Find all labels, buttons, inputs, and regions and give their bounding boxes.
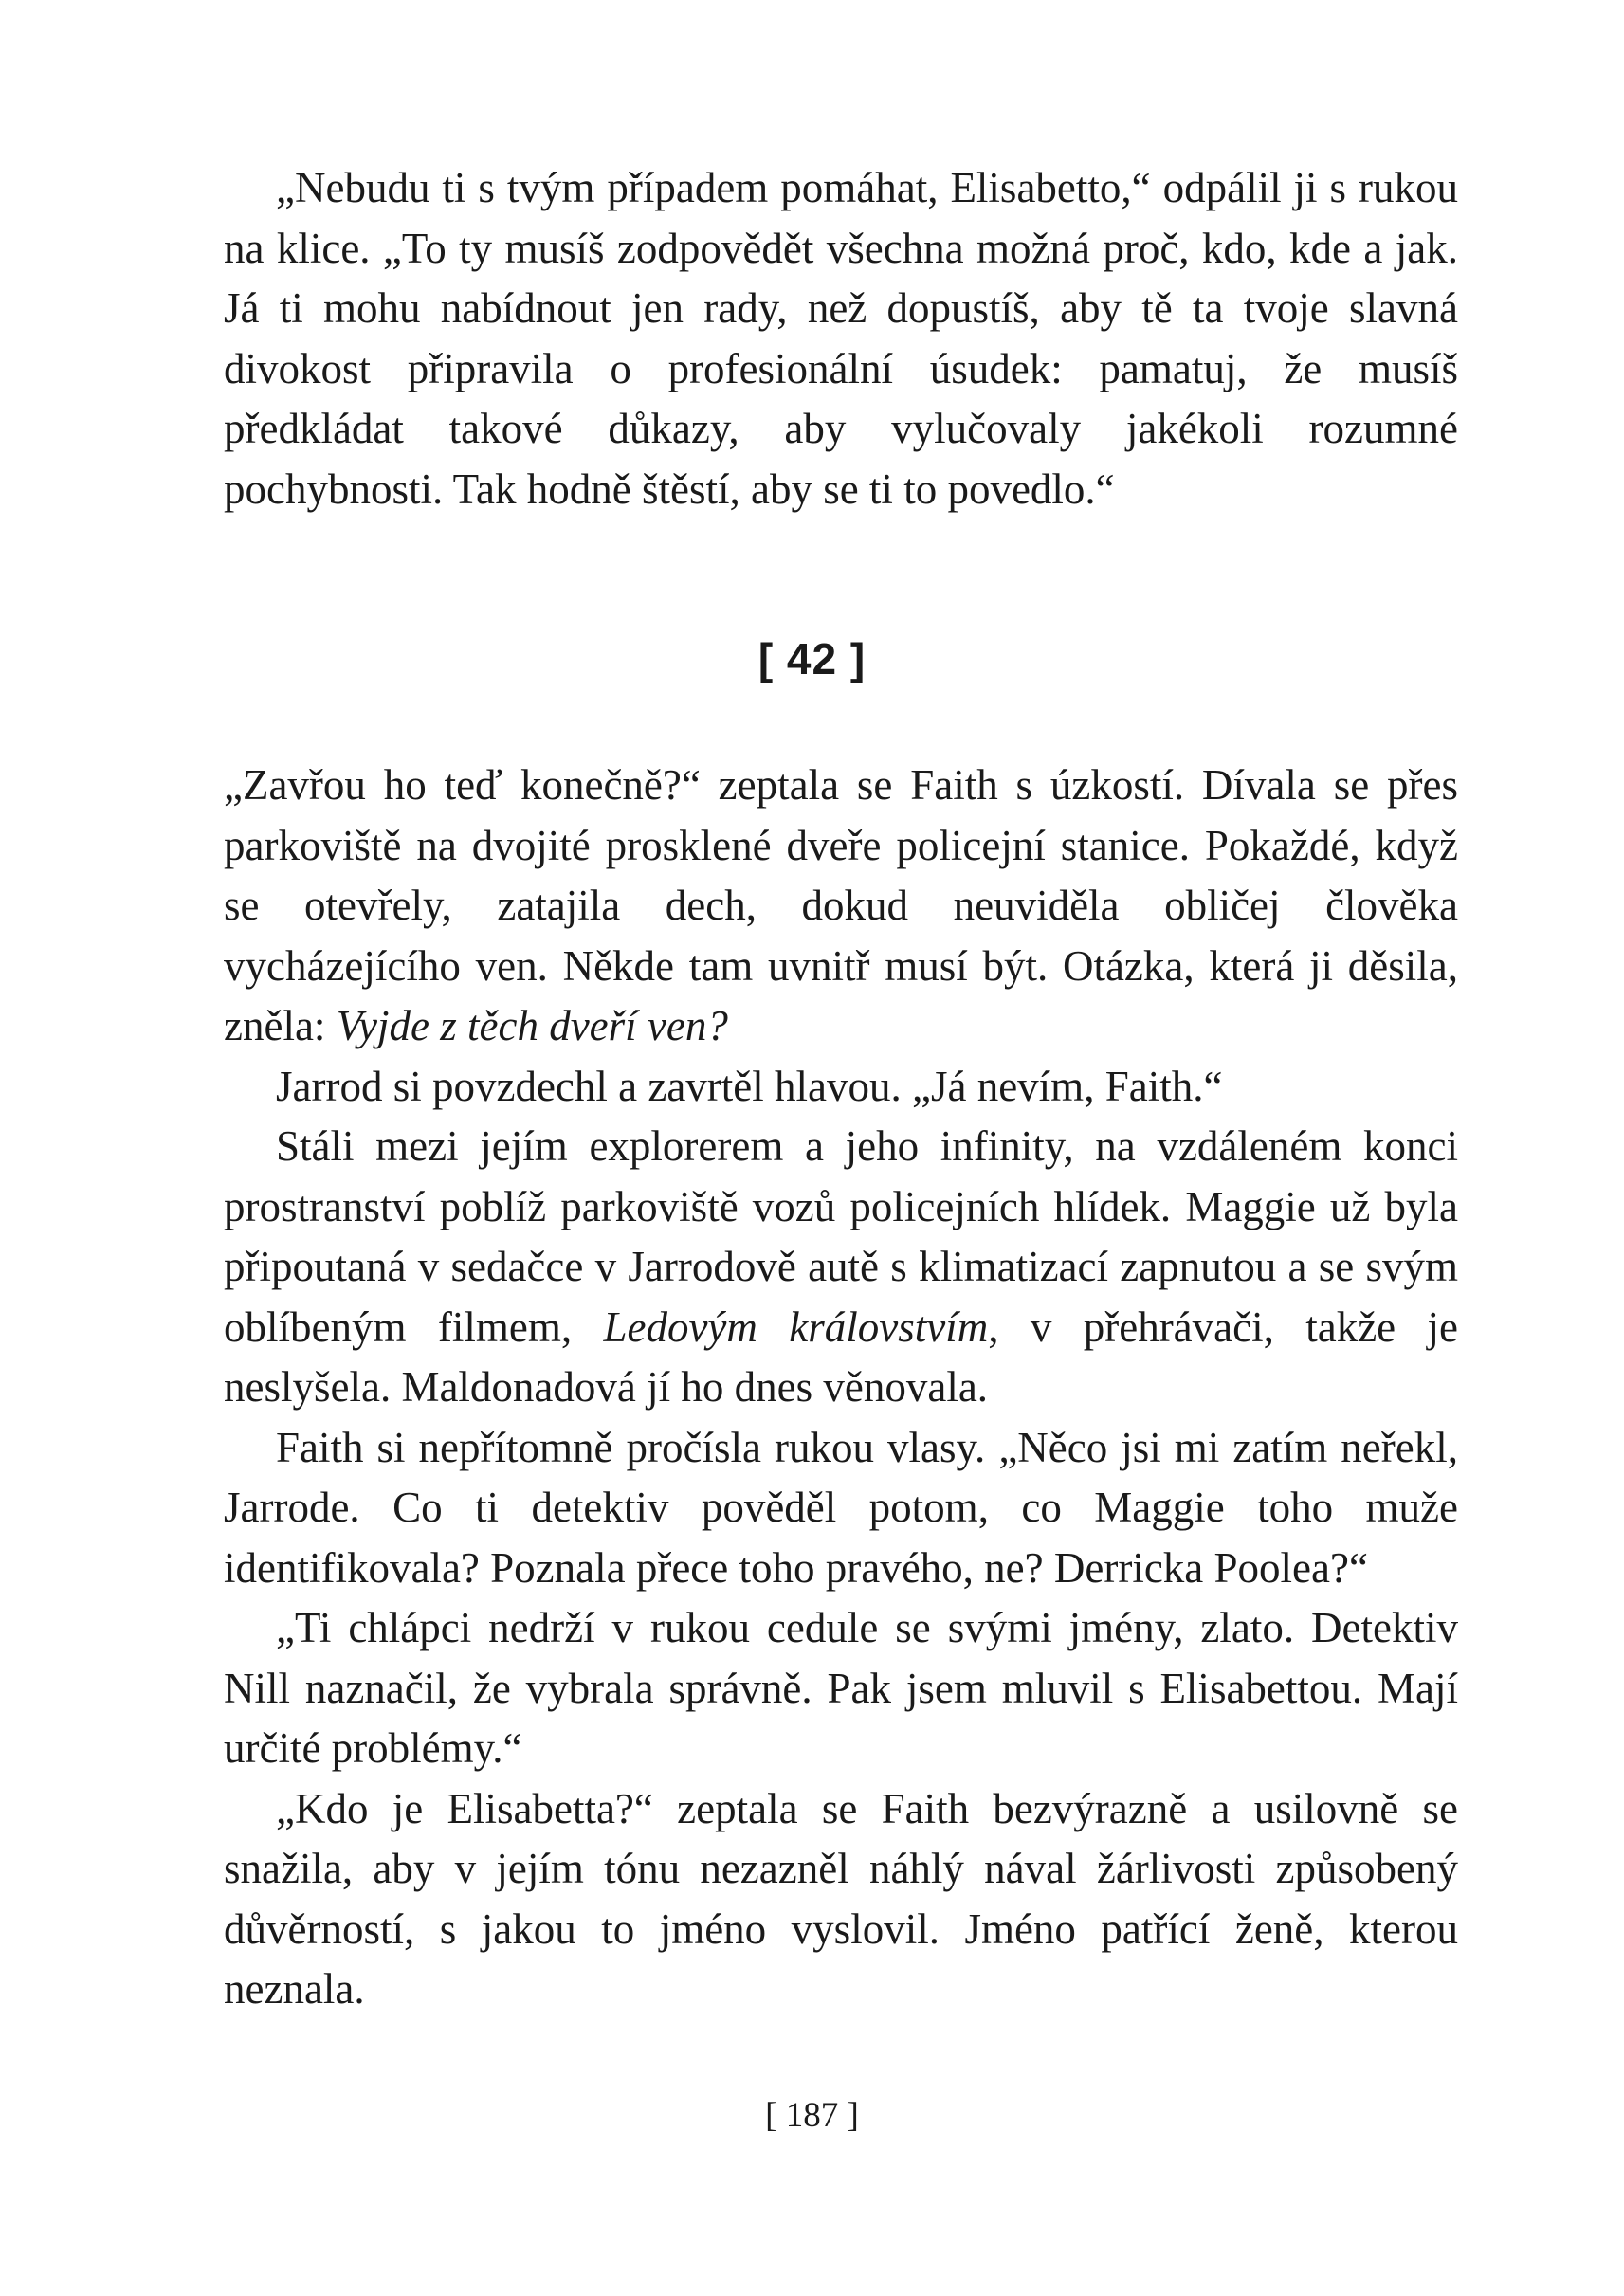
italic-thought: Vyjde z těch dveří ven? xyxy=(336,1002,728,1049)
paragraph: „Nebudu ti s tvým případem pomáhat, Elisabetto,“ odpálil ji s rukou na klice. „To ty musíš zodpovědět všechna možná proč, kdo, kde a jak. Já ti mohu nabídnout jen rady, než dopustíš, aby tě ta tvoje slavná divokost připravila o profesionální úsudek: pamatuj, že musíš předkládat takové důkazy, aby vylučovaly jakékoli rozumné pochybnosti. Tak hodně štěstí, aby se ti to povedlo.“ xyxy=(224,164,1458,513)
chapter-heading: [ 42 ] xyxy=(757,634,867,683)
italic-film-title: Ledovým královstvím xyxy=(603,1303,989,1351)
page-number: [ 187 ] xyxy=(765,2096,859,2135)
chapter-text xyxy=(224,756,1458,2020)
paragraph-text: „Zavřou ho teď konečně?“ zeptala se Faith s úzkostí. Dívala se přes parkoviště na dvojité prosklené dveře policejní stanice. Pokaždé, když se otevřely, zatajila dech, dokud neuviděla obličej člověka vycházejícího ven. Někde tam uvnitř musí být. Otázka, která ji děsila, zněla: xyxy=(224,761,1458,1049)
paragraph-text: , v přehrávači, takže je neslyšela. Maldonadová jí ho dnes věnovala. xyxy=(224,1303,1458,1411)
paragraph xyxy=(224,1117,1458,1418)
paragraph: „Kdo je Elisabetta?“ zeptala se Faith bezvýrazně a usilovně se snažila, aby v jejím tónu nezazněl náhlý nával žárlivosti způsobený důvěrností, s jakou to jméno vyslovil. Jméno patřící ženě, kterou neznala. xyxy=(224,1784,1458,2013)
previous-chapter-text xyxy=(224,158,1458,519)
paragraph-text: Stáli mezi jejím explorerem a jeho infinity, na vzdáleném konci prostranství poblíž parkoviště vozů policejních hlídek. Maggie už byla připoutaná v sedačce v Jarrodově autě s klimatizací zapnutou a se svým oblíbeným filmem, xyxy=(224,1122,1458,1351)
paragraph xyxy=(224,756,1458,1057)
paragraph: Jarrod si povzdechl a zavrtěl hlavou. „Já nevím, Faith.“ xyxy=(276,1062,1223,1110)
paragraph: Faith si nepřítomně pročísla rukou vlasy. „Něco jsi mi zatím neřekl, Jarrode. Co ti detektiv pověděl potom, co Maggie toho muže identifikovala? Poznala přece toho pravého, ne? Derricka Poolea?“ xyxy=(224,1423,1458,1592)
paragraph: „Ti chlápci nedrží v rukou cedule se svými jmény, zlato. Detektiv Nill naznačil, že vybrala správně. Pak jsem mluvil s Elisabettou. Mají určité problémy.“ xyxy=(224,1604,1458,1772)
